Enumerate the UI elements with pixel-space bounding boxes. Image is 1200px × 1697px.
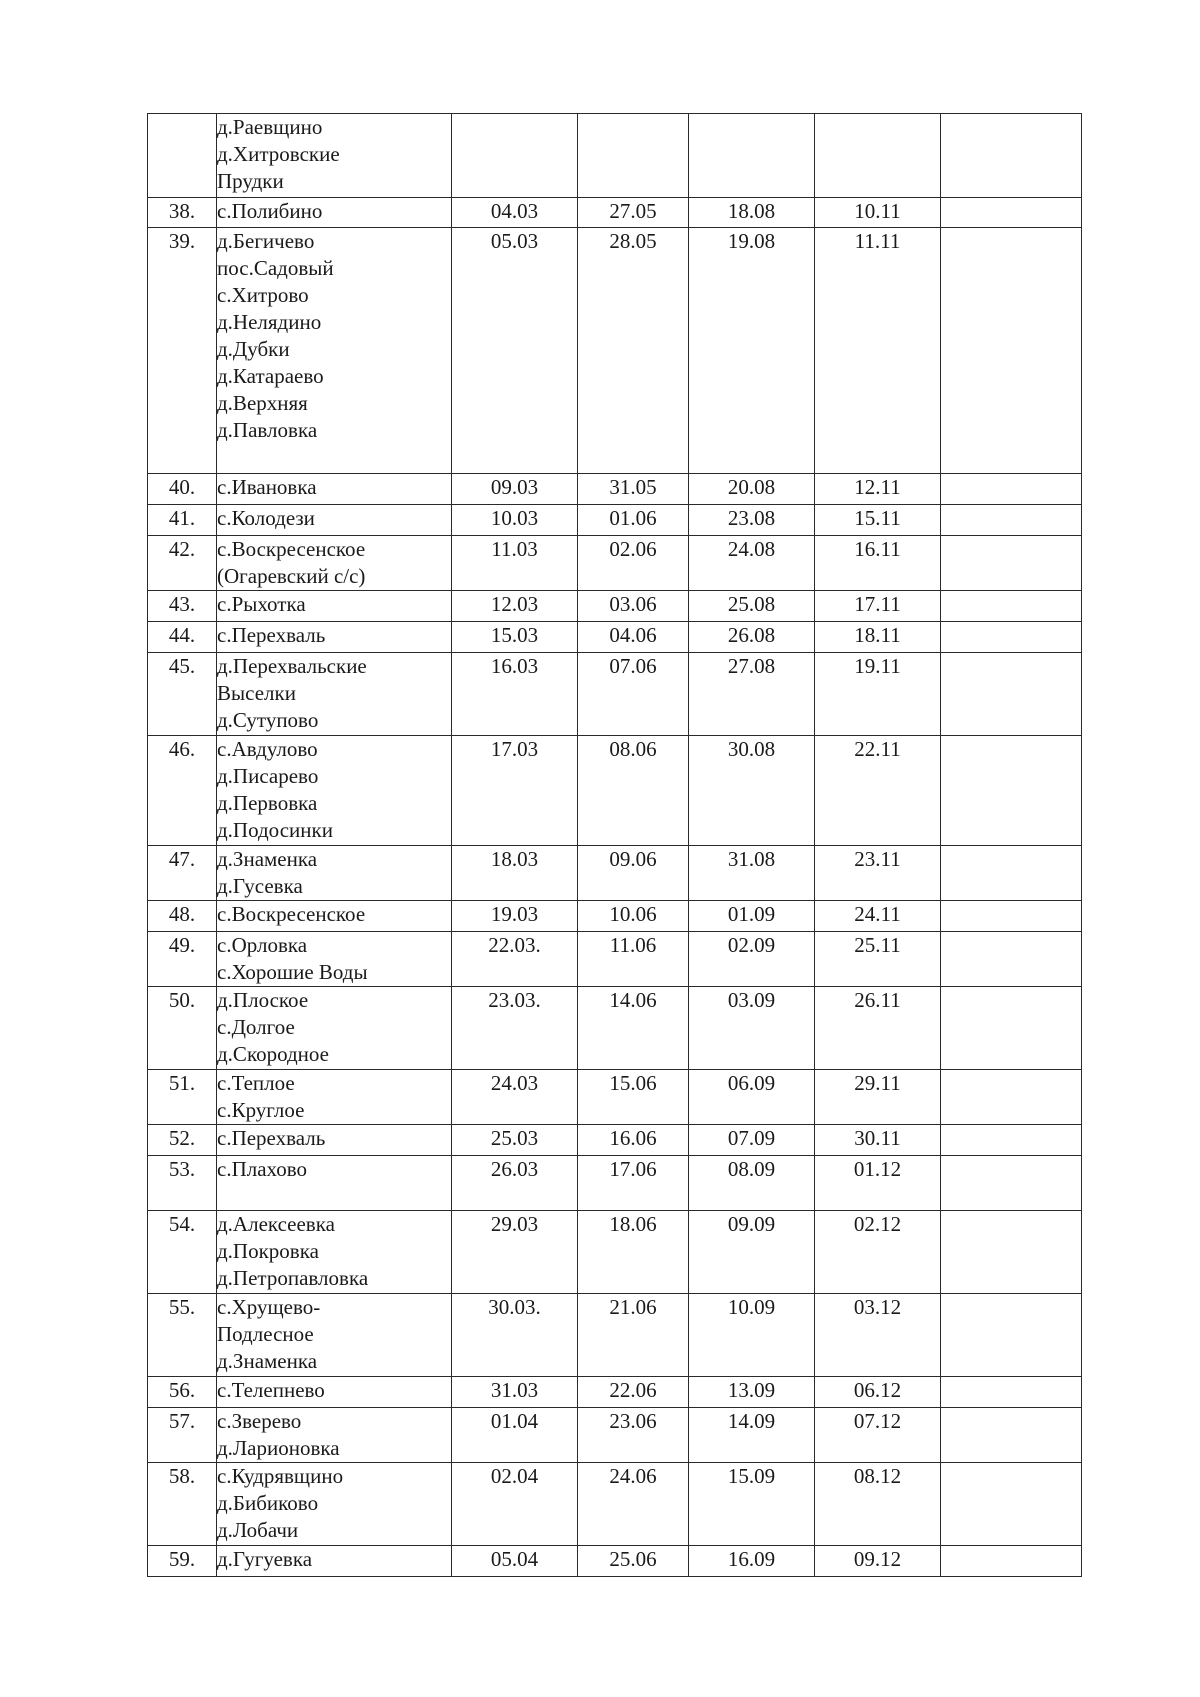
row-number: 59. [148, 1546, 217, 1577]
visit-date-2: 08.06 [578, 736, 689, 846]
table-row [148, 846, 1082, 901]
visit-date-3: 31.08 [689, 846, 815, 901]
visit-date-4: 29.11 [815, 1070, 941, 1125]
visit-date-4: 06.12 [815, 1377, 941, 1408]
row-number: 52. [148, 1125, 217, 1156]
visit-date-3: 06.09 [689, 1070, 815, 1125]
settlements-cell [217, 653, 452, 736]
note-cell [941, 474, 1082, 505]
visit-date-3: 03.09 [689, 987, 815, 1070]
note-cell [941, 987, 1082, 1070]
note-cell [941, 736, 1082, 846]
settlement-name: д.Знаменка [217, 847, 318, 871]
visit-date-1: 11.03 [452, 536, 578, 591]
settlements-cell [217, 1377, 452, 1408]
settlement-name: с.Перехваль [217, 623, 326, 647]
settlement-name: с.Воскресенское [217, 902, 366, 926]
settlement-name: д.Алексеевка [217, 1212, 335, 1236]
visit-date-1: 25.03 [452, 1125, 578, 1156]
settlement-name: д.Нелядино [217, 310, 322, 334]
note-cell [941, 1156, 1082, 1211]
settlement-name: пос.Садовый [217, 256, 334, 280]
settlement-name: (Огаревский с/с) [217, 564, 366, 588]
visit-date-4: 22.11 [815, 736, 941, 846]
visit-date-3: 09.09 [689, 1211, 815, 1294]
visit-date-1: 29.03 [452, 1211, 578, 1294]
settlement-name: д.Скородное [217, 1042, 329, 1066]
row-number [148, 114, 217, 198]
visit-date-4: 19.11 [815, 653, 941, 736]
table-row [148, 114, 1082, 198]
row-number: 44. [148, 622, 217, 653]
settlement-name: с.Колодези [217, 506, 315, 530]
note-cell [941, 1294, 1082, 1377]
settlements-cell [217, 932, 452, 987]
visit-date-3: 18.08 [689, 198, 815, 228]
visit-date-4: 07.12 [815, 1408, 941, 1463]
settlement-name: с.Хорошие Воды [217, 960, 368, 984]
visit-date-2: 09.06 [578, 846, 689, 901]
note-cell [941, 198, 1082, 228]
visit-date-1 [452, 114, 578, 198]
note-cell [941, 1377, 1082, 1408]
schedule-table [147, 113, 1082, 1577]
visit-date-1: 31.03 [452, 1377, 578, 1408]
schedule-rows [148, 114, 1082, 1577]
settlements-cell [217, 1408, 452, 1463]
note-cell [941, 536, 1082, 591]
visit-date-1: 23.03. [452, 987, 578, 1070]
settlement-name: с.Кудрявщино [217, 1464, 344, 1488]
settlements-cell [217, 1211, 452, 1294]
visit-date-3: 20.08 [689, 474, 815, 505]
visit-date-2: 14.06 [578, 987, 689, 1070]
row-number: 46. [148, 736, 217, 846]
visit-date-4: 24.11 [815, 901, 941, 932]
settlement-name: д.Катараево [217, 364, 324, 388]
visit-date-3: 23.08 [689, 505, 815, 536]
visit-date-1: 16.03 [452, 653, 578, 736]
visit-date-1: 05.03 [452, 228, 578, 474]
table-row [148, 591, 1082, 622]
settlements-cell [217, 1546, 452, 1577]
visit-date-3: 16.09 [689, 1546, 815, 1577]
settlements-cell [217, 198, 452, 228]
visit-date-4: 25.11 [815, 932, 941, 987]
settlements-cell [217, 114, 452, 198]
visit-date-4: 09.12 [815, 1546, 941, 1577]
visit-date-2: 23.06 [578, 1408, 689, 1463]
settlements-cell [217, 474, 452, 505]
row-number: 45. [148, 653, 217, 736]
visit-date-3: 13.09 [689, 1377, 815, 1408]
settlement-name: с.Ивановка [217, 475, 317, 499]
settlement-name: с.Зверево [217, 1409, 302, 1433]
table-row [148, 653, 1082, 736]
settlement-name: д.Бибиково [217, 1491, 319, 1515]
visit-date-3: 30.08 [689, 736, 815, 846]
visit-date-4 [815, 114, 941, 198]
settlements-cell [217, 536, 452, 591]
table-row [148, 474, 1082, 505]
row-number: 53. [148, 1156, 217, 1211]
settlements-cell [217, 622, 452, 653]
note-cell [941, 591, 1082, 622]
table-row [148, 736, 1082, 846]
visit-date-1: 30.03. [452, 1294, 578, 1377]
visit-date-2: 11.06 [578, 932, 689, 987]
settlement-name: с.Воскресенское [217, 537, 366, 561]
row-number: 40. [148, 474, 217, 505]
visit-date-1: 24.03 [452, 1070, 578, 1125]
visit-date-4: 26.11 [815, 987, 941, 1070]
settlement-name: д.Писарево [217, 764, 319, 788]
visit-date-2: 10.06 [578, 901, 689, 932]
visit-date-1: 19.03 [452, 901, 578, 932]
settlement-name: д.Первовка [217, 791, 318, 815]
settlement-name: д.Раевщино [217, 115, 323, 139]
visit-date-3: 27.08 [689, 653, 815, 736]
settlement-name: д.Гусевка [217, 874, 303, 898]
settlement-name: д.Лобачи [217, 1518, 299, 1542]
settlement-name: с.Перехваль [217, 1126, 326, 1150]
settlement-name: с.Рыхотка [217, 592, 306, 616]
visit-date-2: 16.06 [578, 1125, 689, 1156]
settlement-name: с.Хрущево- [217, 1295, 321, 1319]
settlement-name: с.Хитрово [217, 283, 309, 307]
settlement-name: Подлесное [217, 1322, 314, 1346]
visit-date-3: 08.09 [689, 1156, 815, 1211]
visit-date-4: 08.12 [815, 1463, 941, 1546]
settlement-name: с.Долгое [217, 1015, 295, 1039]
row-number: 49. [148, 932, 217, 987]
visit-date-3: 07.09 [689, 1125, 815, 1156]
table-row [148, 1211, 1082, 1294]
visit-date-4: 01.12 [815, 1156, 941, 1211]
settlement-name: д.Перехвальские [217, 654, 367, 678]
table-row [148, 1125, 1082, 1156]
visit-date-1: 10.03 [452, 505, 578, 536]
table-row [148, 1070, 1082, 1125]
note-cell [941, 622, 1082, 653]
visit-date-2: 25.06 [578, 1546, 689, 1577]
note-cell [941, 1125, 1082, 1156]
settlement-name: д.Верхняя [217, 391, 308, 415]
visit-date-1: 17.03 [452, 736, 578, 846]
visit-date-3: 24.08 [689, 536, 815, 591]
settlement-name: д.Гугуевка [217, 1547, 313, 1571]
visit-date-2: 22.06 [578, 1377, 689, 1408]
visit-date-4: 23.11 [815, 846, 941, 901]
settlement-name: Выселки [217, 681, 296, 705]
visit-date-1: 26.03 [452, 1156, 578, 1211]
note-cell [941, 1463, 1082, 1546]
row-number: 55. [148, 1294, 217, 1377]
row-number: 50. [148, 987, 217, 1070]
visit-date-1: 22.03. [452, 932, 578, 987]
row-number: 39. [148, 228, 217, 474]
table-row [148, 987, 1082, 1070]
table-row [148, 622, 1082, 653]
visit-date-3: 26.08 [689, 622, 815, 653]
visit-date-2: 02.06 [578, 536, 689, 591]
visit-date-1: 09.03 [452, 474, 578, 505]
visit-date-4: 11.11 [815, 228, 941, 474]
settlement-name: д.Покровка [217, 1239, 319, 1263]
settlements-cell [217, 591, 452, 622]
visit-date-3: 15.09 [689, 1463, 815, 1546]
row-number: 43. [148, 591, 217, 622]
table-row [148, 505, 1082, 536]
row-number: 42. [148, 536, 217, 591]
settlement-name: с.Теплое [217, 1071, 295, 1095]
row-number: 38. [148, 198, 217, 228]
settlement-name: д.Знаменка [217, 1349, 318, 1373]
settlement-name: с.Телепнево [217, 1378, 325, 1402]
table-row [148, 1408, 1082, 1463]
settlements-cell [217, 736, 452, 846]
row-number: 57. [148, 1408, 217, 1463]
visit-date-2: 27.05 [578, 198, 689, 228]
settlement-name: д.Сутупово [217, 708, 319, 732]
visit-date-1: 05.04 [452, 1546, 578, 1577]
settlement-name: д.Дубки [217, 337, 290, 361]
visit-date-1: 12.03 [452, 591, 578, 622]
settlements-cell [217, 1156, 452, 1211]
settlement-name: д.Петропавловка [217, 1266, 369, 1290]
note-cell [941, 505, 1082, 536]
row-number: 54. [148, 1211, 217, 1294]
note-cell [941, 846, 1082, 901]
note-cell [941, 1070, 1082, 1125]
note-cell [941, 114, 1082, 198]
visit-date-2: 17.06 [578, 1156, 689, 1211]
visit-date-4: 30.11 [815, 1125, 941, 1156]
visit-date-3: 14.09 [689, 1408, 815, 1463]
settlements-cell [217, 1294, 452, 1377]
row-number: 41. [148, 505, 217, 536]
settlement-name: с.Круглое [217, 1098, 305, 1122]
visit-date-4: 15.11 [815, 505, 941, 536]
settlements-cell [217, 901, 452, 932]
settlements-cell [217, 505, 452, 536]
visit-date-2: 15.06 [578, 1070, 689, 1125]
row-number: 47. [148, 846, 217, 901]
settlements-cell [217, 228, 452, 474]
note-cell [941, 653, 1082, 736]
row-number: 58. [148, 1463, 217, 1546]
visit-date-3: 19.08 [689, 228, 815, 474]
settlement-name: с.Авдулово [217, 737, 318, 761]
visit-date-4: 10.11 [815, 198, 941, 228]
table-row [148, 1463, 1082, 1546]
table-row [148, 901, 1082, 932]
visit-date-1: 04.03 [452, 198, 578, 228]
table-row [148, 1546, 1082, 1577]
settlements-cell [217, 1125, 452, 1156]
row-number: 48. [148, 901, 217, 932]
visit-date-2: 01.06 [578, 505, 689, 536]
table-row [148, 932, 1082, 987]
settlement-name: д.Подосинки [217, 818, 333, 842]
visit-date-4: 12.11 [815, 474, 941, 505]
settlement-name: с.Плахово [217, 1157, 308, 1181]
settlement-name: д.Плоское [217, 988, 309, 1012]
table-row [148, 1377, 1082, 1408]
table-row [148, 1156, 1082, 1211]
settlement-name: с.Орловка [217, 933, 308, 957]
note-cell [941, 228, 1082, 474]
visit-date-1: 02.04 [452, 1463, 578, 1546]
visit-date-2: 24.06 [578, 1463, 689, 1546]
visit-date-4: 18.11 [815, 622, 941, 653]
settlements-cell [217, 846, 452, 901]
settlement-name: д.Хитровские [217, 142, 340, 166]
note-cell [941, 1546, 1082, 1577]
visit-date-4: 03.12 [815, 1294, 941, 1377]
table-row [148, 1294, 1082, 1377]
visit-date-4: 16.11 [815, 536, 941, 591]
settlement-name: д.Павловка [217, 418, 318, 442]
settlements-cell [217, 1463, 452, 1546]
visit-date-3 [689, 114, 815, 198]
note-cell [941, 1408, 1082, 1463]
note-cell [941, 932, 1082, 987]
visit-date-4: 02.12 [815, 1211, 941, 1294]
visit-date-3: 10.09 [689, 1294, 815, 1377]
visit-date-2: 21.06 [578, 1294, 689, 1377]
visit-date-2 [578, 114, 689, 198]
visit-date-2: 07.06 [578, 653, 689, 736]
table-row [148, 536, 1082, 591]
settlement-name: Прудки [217, 169, 284, 193]
visit-date-2: 04.06 [578, 622, 689, 653]
visit-date-1: 15.03 [452, 622, 578, 653]
table-row [148, 228, 1082, 474]
note-cell [941, 901, 1082, 932]
visit-date-2: 03.06 [578, 591, 689, 622]
visit-date-3: 02.09 [689, 932, 815, 987]
settlement-name: д.Бегичево [217, 229, 315, 253]
visit-date-3: 25.08 [689, 591, 815, 622]
visit-date-3: 01.09 [689, 901, 815, 932]
note-cell [941, 1211, 1082, 1294]
visit-date-4: 17.11 [815, 591, 941, 622]
settlement-name: с.Полибино [217, 199, 323, 223]
table-row [148, 198, 1082, 228]
settlement-name: д.Ларионовка [217, 1436, 340, 1460]
settlements-cell [217, 987, 452, 1070]
settlements-cell [217, 1070, 452, 1125]
visit-date-1: 18.03 [452, 846, 578, 901]
visit-date-2: 18.06 [578, 1211, 689, 1294]
row-number: 51. [148, 1070, 217, 1125]
visit-date-2: 28.05 [578, 228, 689, 474]
visit-date-1: 01.04 [452, 1408, 578, 1463]
row-number: 56. [148, 1377, 217, 1408]
visit-date-2: 31.05 [578, 474, 689, 505]
